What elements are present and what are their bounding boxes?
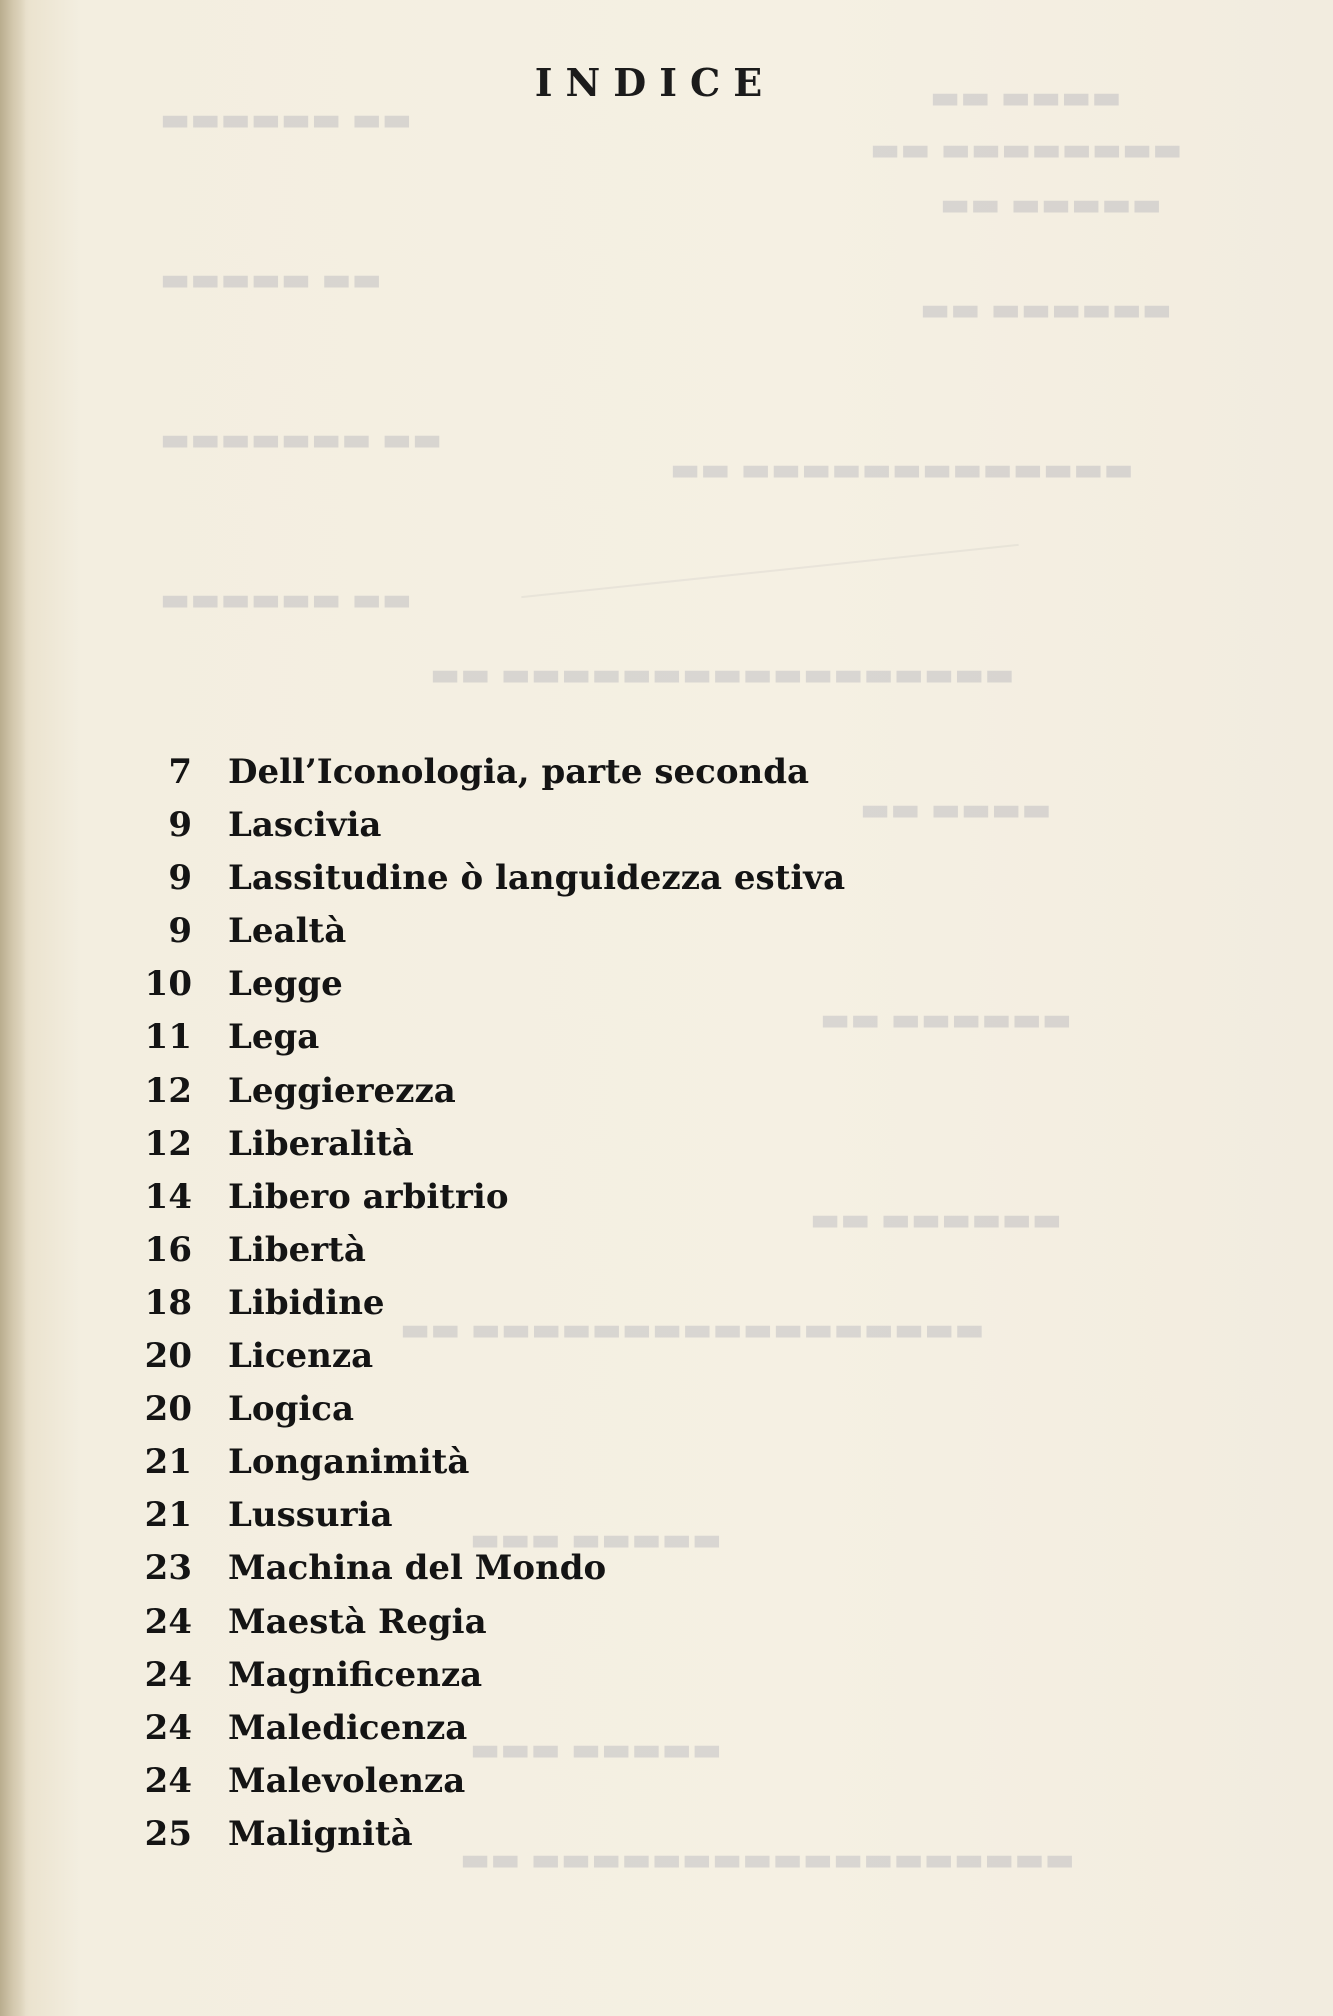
entry-page-number: 21 — [144, 1442, 192, 1483]
bleed-through-mark: ▬▬▬▬▬ ▬▬▬ — [470, 1520, 723, 1558]
entry-title: Lega — [228, 1017, 320, 1058]
entry-page-number: 24 — [144, 1601, 192, 1642]
binding-shadow — [0, 0, 26, 2016]
index-entry — [140, 1495, 1140, 1548]
index-entry — [140, 1071, 1140, 1124]
entry-title: Lassitudine ò languidezza estiva — [228, 858, 846, 899]
entry-page-number: 20 — [144, 1389, 192, 1430]
index-entry — [140, 1655, 1140, 1708]
index-entry — [140, 1708, 1140, 1761]
entry-title: Logica — [228, 1389, 355, 1430]
index-entry — [140, 1602, 1140, 1655]
bleed-through-mark: ▬▬▬▬ ▬▬ — [930, 78, 1122, 116]
index-entry — [140, 1017, 1140, 1070]
index-entry — [140, 1814, 1140, 1867]
entry-page-number: 9 — [168, 911, 192, 952]
index-entry — [140, 1230, 1140, 1283]
index-entry — [140, 1442, 1140, 1495]
entry-page-number: 16 — [144, 1229, 192, 1270]
bleed-through-mark: ▬▬ ▬▬▬▬▬▬ — [160, 580, 413, 618]
index-entry — [140, 911, 1140, 964]
bleed-through-mark: ▬▬▬▬▬▬▬▬▬▬▬▬▬▬▬▬▬▬ ▬▬ — [460, 1840, 1075, 1878]
bleed-through-mark: ▬▬▬▬ ▬▬ — [860, 790, 1052, 828]
index-entry — [140, 805, 1140, 858]
entry-title: Liberalità — [228, 1123, 414, 1164]
bleed-through-mark: ▬▬▬▬▬▬ ▬▬ — [810, 1200, 1063, 1238]
entry-page-number: 21 — [144, 1495, 192, 1536]
entry-title: Malevolenza — [228, 1760, 466, 1801]
entry-title: Maestà Regia — [228, 1601, 487, 1642]
paper-crease — [521, 544, 1018, 598]
entry-title: Leggierezza — [228, 1070, 456, 1111]
index-entry — [140, 1548, 1140, 1601]
entry-page-number: 11 — [144, 1017, 192, 1058]
index-entry — [140, 1761, 1140, 1814]
entry-page-number: 9 — [168, 858, 192, 899]
entry-title: Libero arbitrio — [228, 1176, 509, 1217]
entry-title: Lascivia — [228, 805, 382, 846]
bleed-through-mark: ▬▬▬▬▬▬ ▬▬ — [920, 290, 1173, 328]
entry-title: Magnificenza — [228, 1654, 483, 1695]
index-entry — [140, 1389, 1140, 1442]
entry-title: Libidine — [228, 1282, 385, 1323]
entry-page-number: 12 — [144, 1070, 192, 1111]
index-entry — [140, 964, 1140, 1017]
entry-page-number: 7 — [168, 752, 192, 792]
index-entry — [140, 1177, 1140, 1230]
entry-page-number: 18 — [144, 1282, 192, 1323]
bleed-through-mark: ▬▬ ▬▬▬▬▬▬ — [160, 100, 413, 138]
entry-title: Legge — [228, 964, 343, 1005]
entry-title: Libertà — [228, 1229, 366, 1270]
page-title: INDICE — [534, 60, 776, 105]
bleed-through-mark: ▬▬▬▬▬▬ ▬▬ — [820, 1000, 1073, 1038]
entry-page-number: 25 — [144, 1813, 192, 1854]
entry-title: Machina del Mondo — [228, 1548, 607, 1589]
entry-title: Lussuria — [228, 1495, 393, 1536]
index-entry — [140, 858, 1140, 911]
bleed-through-mark: ▬▬▬▬▬ ▬▬▬ — [470, 1730, 723, 1768]
index-entry — [140, 1124, 1140, 1177]
entry-page-number: 12 — [144, 1123, 192, 1164]
entry-title: Malignità — [228, 1813, 413, 1854]
index-entry — [140, 1283, 1140, 1336]
entry-page-number: 23 — [144, 1548, 192, 1589]
entry-page-number: 9 — [168, 805, 192, 846]
bleed-through-mark: ▬▬▬▬▬▬▬▬▬▬▬▬▬ ▬▬ — [670, 450, 1134, 488]
entry-title: Lealtà — [228, 911, 347, 952]
entry-page-number: 14 — [144, 1176, 192, 1217]
entry-page-number: 24 — [144, 1707, 192, 1748]
entry-title: Maledicenza — [228, 1707, 468, 1748]
entry-title: Dell’Iconologia, parte seconda — [228, 752, 810, 792]
index-list — [140, 752, 1140, 1867]
entry-title: Longanimità — [228, 1442, 470, 1483]
bleed-through-mark: ▬▬▬▬▬▬▬▬▬▬▬▬▬▬▬▬▬ ▬▬ — [430, 655, 1015, 693]
index-entry — [140, 752, 1140, 805]
entry-page-number: 24 — [144, 1760, 192, 1801]
bleed-through-mark: ▬▬ ▬▬▬▬▬ — [160, 260, 382, 298]
index-entry — [140, 1336, 1140, 1389]
entry-page-number: 10 — [144, 964, 192, 1005]
entry-title: Licenza — [228, 1336, 374, 1377]
bleed-through-mark: ▬▬▬▬▬ ▬▬ — [940, 185, 1162, 223]
bleed-through-mark: ▬▬▬▬▬▬▬▬▬▬▬▬▬▬▬▬▬ ▬▬ — [400, 1310, 985, 1348]
entry-page-number: 24 — [144, 1654, 192, 1695]
bleed-through-mark: ▬▬ ▬▬▬▬▬▬▬ — [160, 420, 443, 458]
bleed-through-mark: ▬▬▬▬▬▬▬▬ ▬▬ — [870, 130, 1183, 168]
entry-page-number: 20 — [144, 1336, 192, 1377]
